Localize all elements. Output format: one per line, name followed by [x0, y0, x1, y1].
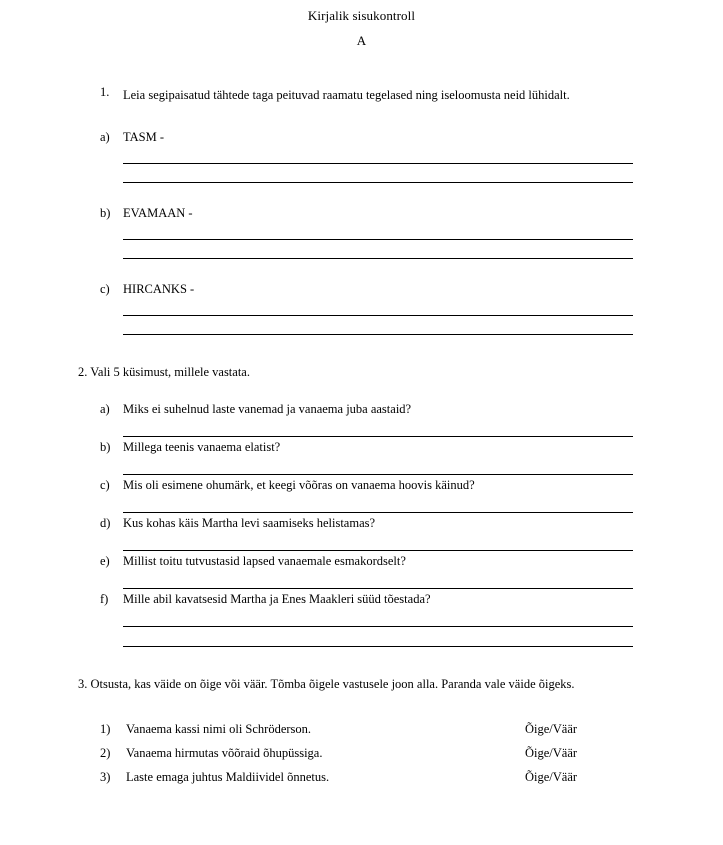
item-text: Kus kohas käis Martha levi saamiseks helistamas? [123, 515, 376, 530]
page-title: Kirjalik sisukontroll [307, 8, 416, 23]
item-number: 1) [100, 721, 111, 736]
item-text: Laste emaga juhtus Maldiividel õnnetus. [126, 769, 330, 784]
question-1-number: 1. [100, 85, 110, 99]
question-1-item-b [0, 206, 723, 259]
item-number: 3) [100, 769, 111, 784]
item-label: b) [100, 205, 111, 220]
item-label: d) [100, 515, 111, 530]
question-2-heading: 2. Vali 5 küsimust, millele vastata. [78, 364, 250, 379]
answer-line[interactable] [123, 569, 633, 589]
item-text: Vanaema kassi nimi oli Schröderson. [126, 721, 312, 736]
question-1-item-c [0, 282, 723, 335]
answer-line[interactable] [123, 221, 633, 240]
answer-line[interactable] [123, 531, 633, 551]
item-text: Mille abil kavatsesid Martha ja Enes Maakleri süüd tõestada? [123, 591, 431, 606]
answer-line[interactable] [123, 297, 633, 316]
answer-line[interactable] [123, 164, 633, 183]
question-1 [100, 85, 633, 107]
item-text: Mis oli esimene ohumärk, et keegi võõras on vanaema hoovis käinud? [123, 477, 475, 492]
question-1-item-a [0, 130, 723, 183]
question-2-item [100, 592, 633, 647]
question-2-items [0, 402, 723, 647]
item-text: Miks ei suhelnud laste vanemad ja vanaema juba aastaid? [123, 401, 412, 416]
answer-line[interactable] [123, 607, 633, 627]
answer-line[interactable] [123, 455, 633, 475]
question-2-item [100, 402, 633, 437]
question-3-items [100, 722, 635, 785]
true-false-row [100, 722, 635, 737]
item-text: EVAMAAN - [123, 205, 193, 220]
item-text: HIRCANKS - [123, 281, 195, 296]
answer-lines[interactable] [123, 145, 633, 183]
answer-lines[interactable] [123, 297, 633, 335]
question-2-item [100, 554, 633, 589]
answer-line[interactable] [123, 417, 633, 437]
question-2-item [100, 478, 633, 513]
item-label: a) [100, 129, 110, 144]
item-label: c) [100, 281, 110, 296]
item-text: Millist toitu tutvustasid lapsed vanaemale esmakordselt? [123, 553, 406, 568]
item-label: b) [100, 439, 111, 454]
answer-line[interactable] [123, 493, 633, 513]
variant-label: A [356, 33, 367, 48]
true-false-option[interactable]: Õige/Väär [525, 769, 578, 784]
item-number: 2) [100, 745, 111, 760]
true-false-row [100, 770, 635, 785]
item-label: c) [100, 477, 110, 492]
answer-line[interactable] [123, 145, 633, 164]
item-label: a) [100, 401, 110, 416]
item-text: Millega teenis vanaema elatist? [123, 439, 281, 454]
item-label: e) [100, 553, 110, 568]
item-text: TASM - [123, 129, 165, 144]
answer-line[interactable] [123, 240, 633, 259]
question-2-item [100, 516, 633, 551]
true-false-option[interactable]: Õige/Väär [525, 721, 578, 736]
question-1-text: Leia segipaisatud tähtede taga peituvad raamatu tegelased ning iseloomusta neid lühidalt. [123, 88, 570, 102]
item-label: f) [100, 591, 109, 606]
question-2-item [100, 440, 633, 475]
true-false-row [100, 746, 635, 761]
worksheet-page [0, 8, 723, 845]
question-3-heading: 3. Otsusta, kas väide on õige või väär. Tõmba õigele vastusele joon alla. Paranda vale väide õigeks. [78, 676, 575, 691]
answer-line[interactable] [123, 627, 633, 647]
item-text: Vanaema hirmutas võõraid õhupüssiga. [126, 745, 323, 760]
true-false-option[interactable]: Õige/Väär [525, 745, 578, 760]
answer-line[interactable] [123, 316, 633, 335]
answer-lines[interactable] [123, 221, 633, 259]
